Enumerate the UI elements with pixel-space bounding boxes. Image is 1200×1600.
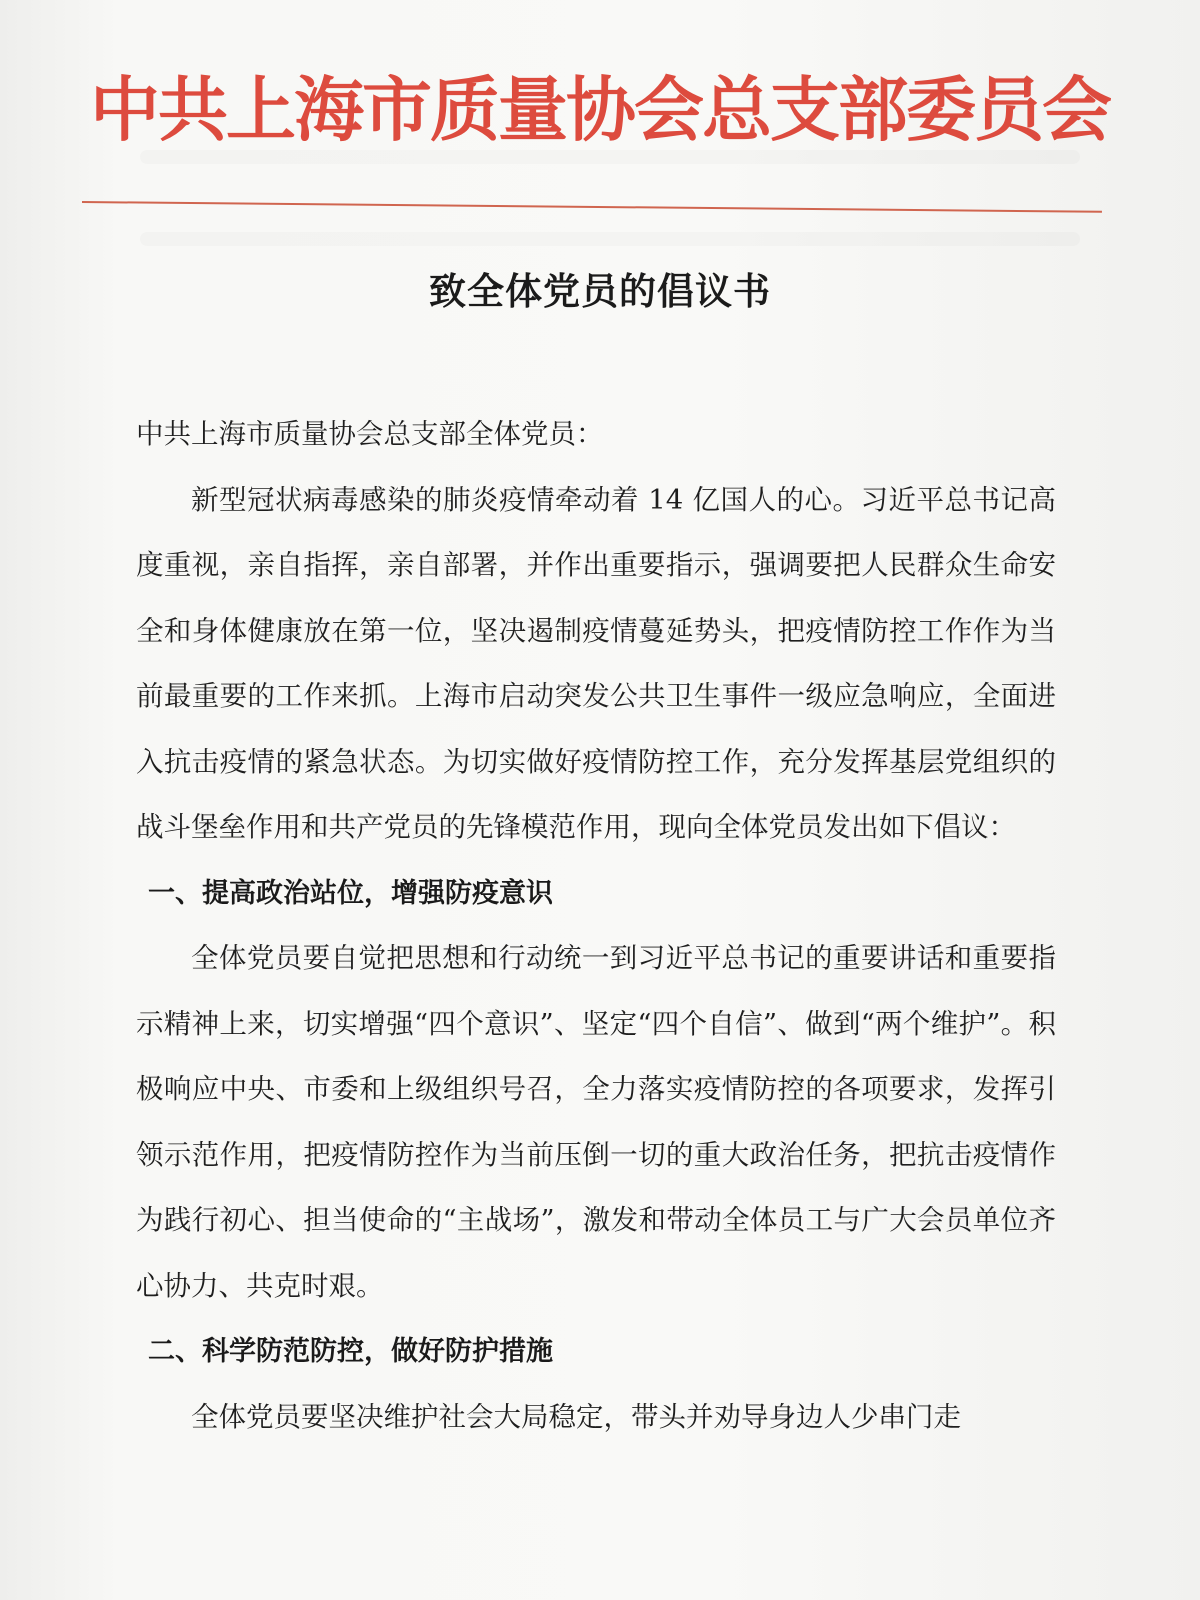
section-heading-2: 二、科学防范防控，做好防护措施 [148, 1336, 553, 1367]
section-heading-1: 一、提高政治站位，增强防疫意识 [148, 877, 553, 909]
paragraph-section-2: 全体党员要坚决维护社会大局稳定，带头并劝导身边人少串门走 [191, 1400, 961, 1433]
paragraph-intro: 新型冠状病毒感染的肺炎疫情牵动着 14 亿国人的心。习近平总书记高度重视，亲自指挥，亲自部署，并作出重要指示，强调要把人民群众生命安全和身体健康放在第一位，坚决遏制疫情蔓延势头，把疫情防控工作作为当前最重要的工作来抓。上海市启动突发公共卫生事件一级应急响应，全面进入抗击疫情的紧急状态。为切实做好疫情防控工作，充分发挥基层党组织的战斗堡垒作用和共产党员的先锋模范作用，现向全体党员发出如下倡议： [136, 483, 1056, 843]
document-body [136, 402, 1056, 1450]
letterhead-divider [82, 201, 1102, 213]
letterhead-title: 中共上海市质量协会总支部委员会 [90, 68, 1110, 151]
paragraph-section-1: 全体党员要自觉把思想和行动统一到习近平总书记的重要讲话和重要指示精神上来，切实增强“四个意识”、坚定“四个自信”、做到“两个维护”。积极响应中央、市委和上级组织号召，全力落实疫情防控的各项要求，发挥引领示范作用，把疫情防控作为当前压倒一切的重大政治任务，把抗击疫情作为践行初心、担当使命的“主战场”，激发和带动全体员工与广大会员单位齐心协力、共克时艰。 [136, 942, 1056, 1302]
document-title: 致全体党员的倡议书 [429, 270, 771, 313]
salutation: 中共上海市质量协会总支部全体党员： [136, 418, 604, 450]
show-through-shadow [140, 232, 1080, 246]
